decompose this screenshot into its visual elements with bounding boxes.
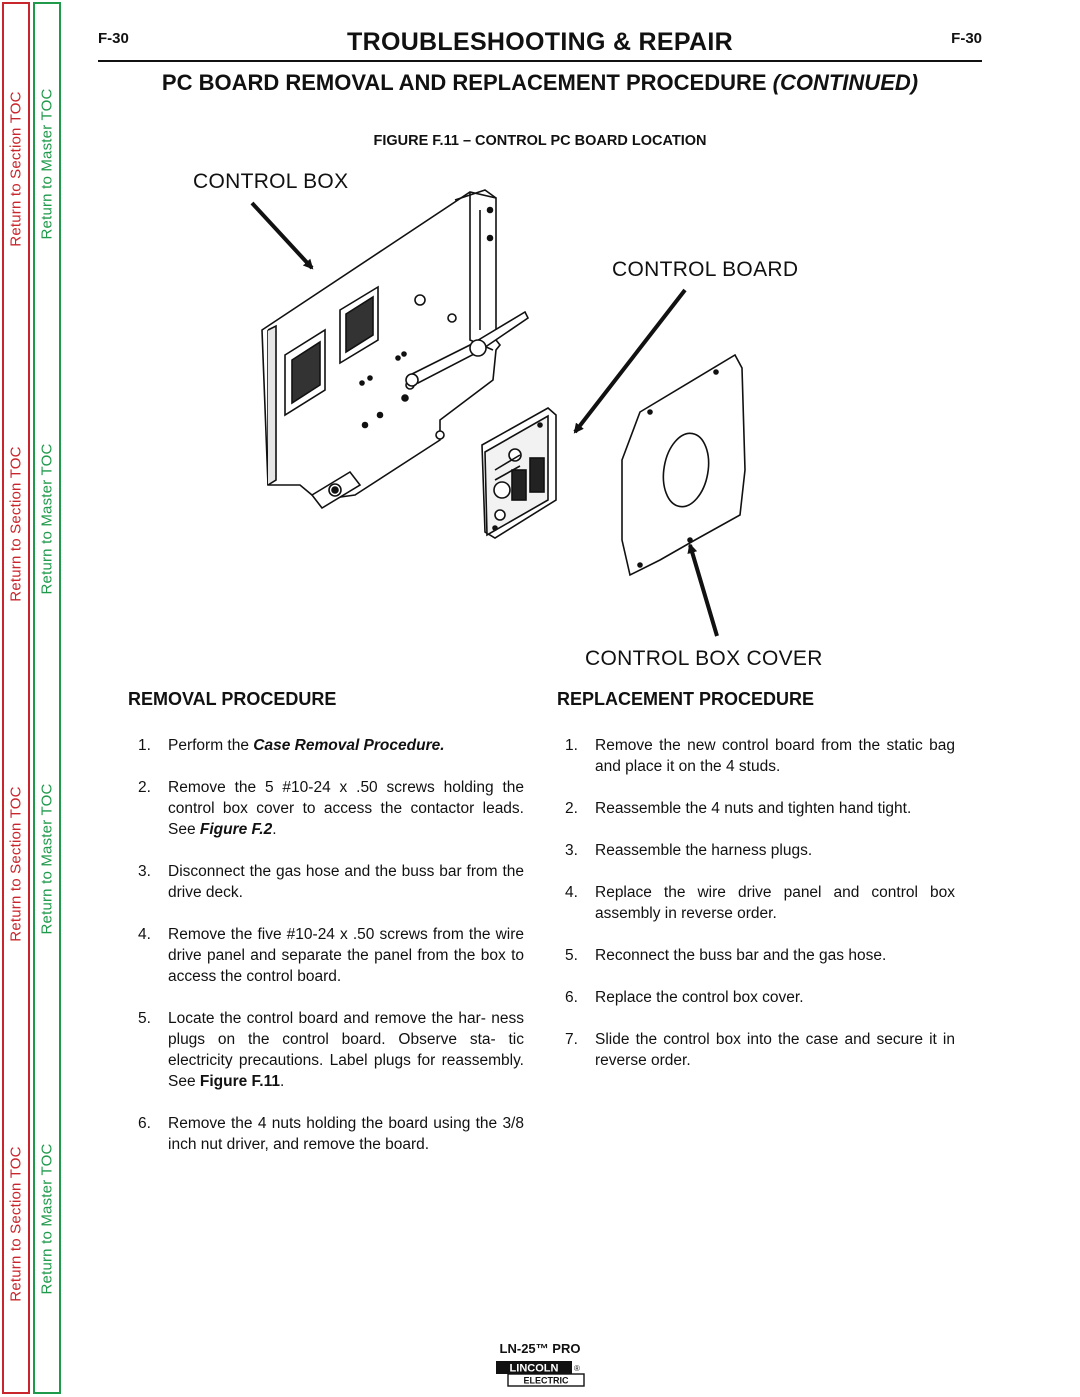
label-control-board: CONTROL BOARD bbox=[612, 258, 799, 281]
replacement-step-4 bbox=[565, 882, 955, 924]
figure-f11-link[interactable]: Figure F.11 bbox=[199, 1073, 281, 1090]
subtitle-continued: (CONTINUED) bbox=[772, 70, 919, 95]
step-number: 1. bbox=[138, 737, 151, 754]
removal-step-4 bbox=[138, 924, 524, 987]
removal-step-2 bbox=[138, 777, 524, 840]
step-number: 2. bbox=[138, 779, 151, 796]
step-text: Remove the 4 nuts holding the board using the 3/8 inch nut driver, and remove the board. bbox=[168, 1115, 524, 1153]
step-number: 5. bbox=[138, 1010, 151, 1027]
label-control-box-cover: CONTROL BOX COVER bbox=[585, 647, 823, 670]
step-number: 7. bbox=[565, 1031, 578, 1048]
replacement-step-5 bbox=[565, 945, 955, 966]
step-text: Perform the bbox=[168, 737, 254, 754]
step-text: Locate the control board and remove the har- ness plugs on the control board. Observe sta- tic electricity precautions. Label plugs for reassembly. See bbox=[168, 1010, 524, 1090]
return-to-section-toc-link[interactable]: Return to Section TOC bbox=[7, 446, 25, 602]
return-to-section-toc-link[interactable]: Return to Section TOC bbox=[7, 91, 25, 247]
replacement-step-2 bbox=[565, 798, 955, 819]
step-text: . bbox=[280, 1073, 285, 1090]
removal-step-1 bbox=[138, 735, 524, 756]
step-text: Reassemble the harness plugs. bbox=[595, 842, 813, 859]
return-to-master-toc-link[interactable]: Return to Master TOC bbox=[38, 443, 56, 595]
step-number: 4. bbox=[138, 926, 151, 943]
step-number: 6. bbox=[138, 1115, 151, 1132]
page-title: TROUBLESHOOTING & REPAIR bbox=[347, 28, 733, 56]
control-pc-board bbox=[482, 408, 556, 538]
removal-procedure-heading: REMOVAL PROCEDURE bbox=[128, 689, 337, 709]
figure-caption: FIGURE F.11 – CONTROL PC BOARD LOCATION bbox=[373, 133, 707, 149]
step-number: 6. bbox=[565, 989, 578, 1006]
replacement-steps-list bbox=[565, 735, 955, 1092]
step-number: 3. bbox=[565, 842, 578, 859]
step-text: Disconnect the gas hose and the buss bar from the drive deck. bbox=[168, 863, 524, 901]
lincoln-electric-logo bbox=[494, 1360, 586, 1388]
removal-step-5 bbox=[138, 1008, 524, 1092]
model-name: LN-25™ PRO bbox=[499, 1341, 581, 1356]
logo-mark: ® bbox=[574, 1364, 580, 1373]
step-text: Remove the five #10-24 x .50 screws from the wire drive panel and separate the panel from the box to access the control board. bbox=[168, 926, 524, 985]
replacement-step-1 bbox=[565, 735, 955, 777]
step-text: Reassemble the 4 nuts and tighten hand tight. bbox=[595, 800, 912, 817]
step-text: . bbox=[272, 821, 277, 838]
return-to-section-toc-link[interactable]: Return to Section TOC bbox=[7, 786, 25, 942]
figure-f2-link[interactable]: Figure F.2 bbox=[199, 821, 273, 838]
replacement-step-3 bbox=[565, 840, 955, 861]
step-text: Remove the new control board from the static bag and place it on the 4 studs. bbox=[595, 737, 955, 775]
case-removal-procedure-link[interactable]: Case Removal Procedure. bbox=[253, 737, 445, 754]
step-text: Replace the control box cover. bbox=[595, 989, 804, 1006]
removal-step-3 bbox=[138, 861, 524, 903]
subtitle-main: PC BOARD REMOVAL AND REPLACEMENT PROCEDURE bbox=[161, 70, 767, 95]
return-to-master-toc-link[interactable]: Return to Master TOC bbox=[38, 783, 56, 935]
replacement-step-7 bbox=[565, 1029, 955, 1071]
return-to-section-toc-link[interactable]: Return to Section TOC bbox=[7, 1146, 25, 1302]
label-control-box: CONTROL BOX bbox=[193, 170, 349, 193]
step-text: Slide the control box into the case and secure it in reverse order. bbox=[595, 1031, 955, 1069]
removal-steps-list bbox=[138, 735, 524, 1176]
page-number-right: F-30 bbox=[951, 30, 982, 47]
step-number: 1. bbox=[565, 737, 578, 754]
step-number: 5. bbox=[565, 947, 578, 964]
replacement-step-6 bbox=[565, 987, 955, 1008]
control-box-cover-plate bbox=[622, 355, 745, 575]
logo-top-text: LINCOLN bbox=[509, 1362, 559, 1375]
logo-bottom-text: ELECTRIC bbox=[523, 1375, 569, 1386]
return-to-master-toc-link[interactable]: Return to Master TOC bbox=[38, 1143, 56, 1295]
removal-step-6 bbox=[138, 1113, 524, 1155]
step-number: 2. bbox=[565, 800, 578, 817]
step-text: Reconnect the buss bar and the gas hose. bbox=[595, 947, 887, 964]
step-number: 4. bbox=[565, 884, 578, 901]
step-text: Replace the wire drive panel and control box assembly in reverse order. bbox=[595, 884, 955, 922]
replacement-procedure-heading: REPLACEMENT PROCEDURE bbox=[557, 689, 815, 709]
page-number-left: F-30 bbox=[98, 30, 129, 47]
return-to-master-toc-link[interactable]: Return to Master TOC bbox=[38, 88, 56, 240]
step-number: 3. bbox=[138, 863, 151, 880]
step-text: Remove the 5 #10-24 x .50 screws holding the control box cover to access the contactor leads. See bbox=[168, 779, 524, 838]
